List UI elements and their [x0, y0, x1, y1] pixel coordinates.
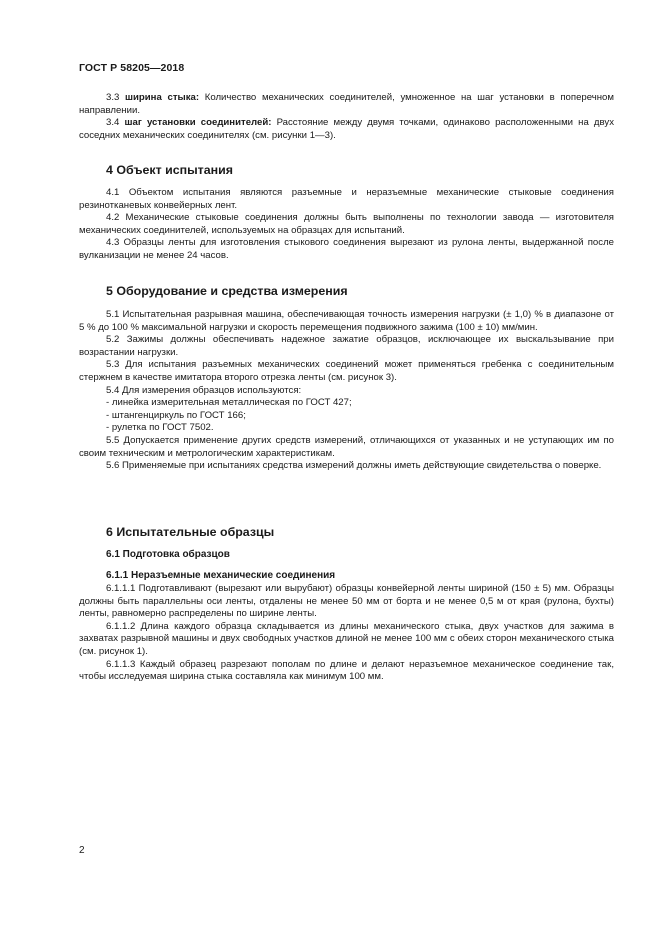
section-4-heading: 4 Объект испытания	[106, 163, 233, 177]
section-3-paragraphs	[79, 92, 614, 142]
list-item-tape-measure: - рулетка по ГОСТ 7502.	[106, 422, 214, 434]
paragraph-3-4: 3.4 шаг установки соединителей: Расстояние между двумя точками, одинаково расположенными на двух соседних механических соединителях (см. рисунки 1—3).	[79, 117, 614, 141]
paragraph-5-3: 5.3 Для испытания разъемных механических соединений может применяться гребенка с соединительным стержнем в качестве имитатора второго отрезка ленты (см. рисунок 3).	[79, 359, 614, 383]
paragraph-4-1: 4.1 Объектом испытания являются разъемные и неразъемные механические стыковые соединения резинотканевых конвейерных лент.	[79, 187, 614, 211]
page-number: 2	[79, 845, 85, 856]
term-3-3: ширина стыка:	[125, 92, 200, 103]
section-6-heading: 6 Испытательные образцы	[106, 525, 275, 539]
section-6-paragraphs	[79, 583, 614, 684]
paragraph-6-1-1-2: 6.1.1.2 Длина каждого образца складывается из длины механического стыка, двух участков для зажима в захватах разрывной машины и двух свободных участков длиной не менее 100 мм с обеих сторон механического стыка (см. рисунок 1).	[79, 620, 614, 657]
paragraph-3-3: 3.3 ширина стыка: Количество механических соединителей, умноженное на шаг установки в поперечном направлении.	[79, 92, 614, 116]
paragraph-5-5: 5.5 Допускается применение других средств измерений, отличающихся от указанных и не уступающих им по своим техническим и метрологическим характеристикам.	[79, 434, 614, 459]
list-item-caliper: - штангенциркуль по ГОСТ 166;	[106, 409, 246, 421]
list-item-ruler: - линейка измерительная металлическая по ГОСТ 427;	[106, 397, 352, 409]
paragraph-6-1-1-1: 6.1.1.1 Подготавливают (вырезают или вырубают) образцы конвейерной ленты шириной (150 ± 5) мм. Образцы должны быть параллельны оси ленты, отдалены не менее 50 мм от борта и не менее 0,5 м от края (рулона, бухты) ленты, равномерно распределены по ширине ленты.	[79, 583, 614, 620]
subsection-6-1-heading: 6.1 Подготовка образцов	[106, 549, 230, 560]
section-4-paragraphs	[79, 187, 614, 263]
paragraph-4-2: 4.2 Механические стыковые соединения должны быть выполнены по технологии завода — изготовителя механических соединителей, используемых на образцах для испытаний.	[79, 212, 614, 236]
paragraph-5-1: 5.1 Испытательная разрывная машина, обеспечивающая точность измерения нагрузки (± 1,0) % в диапазоне от 5 % до 100 % максимальной нагрузки и скорость перемещения подвижного зажима (100 ± 10) мм/мин.	[79, 309, 614, 333]
paragraph-5-4: 5.4 Для измерения образцов используются:	[106, 384, 302, 396]
paragraph-6-1-1-3: 6.1.1.3 Каждый образец разрезают пополам по длине и делают неразъемное механическое соединение так, чтобы исследуемая ширина стыка составляла как минимум 100 мм.	[79, 658, 614, 683]
paragraph-5-2: 5.2 Зажимы должны обеспечивать надежное зажатие образцов, исключающее их выскальзывание при возрастании нагрузки.	[79, 334, 614, 358]
section-5-paragraphs	[79, 309, 614, 473]
subsection-6-1-1-heading: 6.1.1 Неразъемные механические соединения	[106, 570, 336, 581]
paragraph-5-6: 5.6 Применяемые при испытаниях средства измерений должны иметь действующие свидетельства о поверке.	[106, 460, 602, 472]
section-5-heading: 5 Оборудование и средства измерения	[106, 284, 348, 298]
document-header: ГОСТ Р 58205—2018	[79, 62, 185, 74]
term-3-4: шаг установки соединителей:	[124, 117, 272, 129]
paragraph-4-3: 4.3 Образцы ленты для изготовления стыкового соединения вырезают из рулона ленты, выдержанной после вулканизации не менее 24 часов.	[79, 237, 614, 261]
